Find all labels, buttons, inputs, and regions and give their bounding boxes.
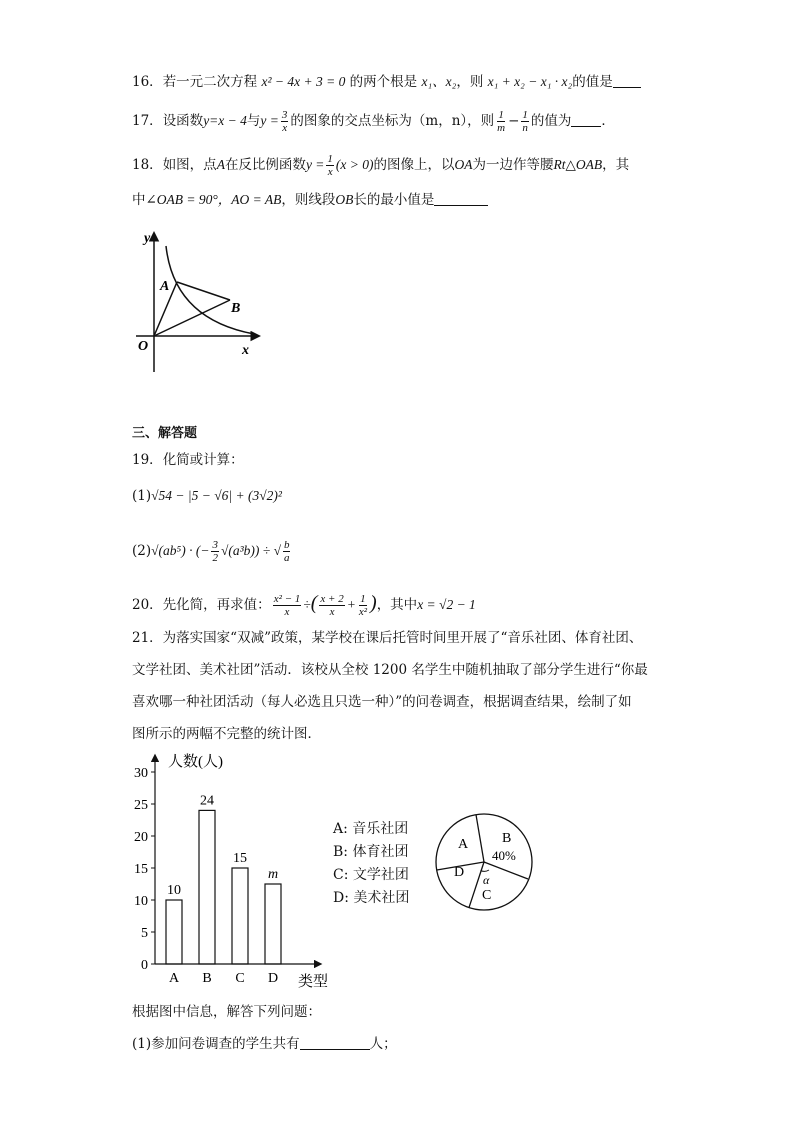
q17-function-1: y=x − 4 — [203, 113, 247, 128]
pie-divider-bc — [484, 862, 528, 879]
question-19-part-1 — [132, 486, 282, 506]
paren-close: ) — [370, 592, 377, 614]
pie-label-c: C — [482, 888, 492, 903]
y-tick-label: 10 — [134, 894, 148, 909]
q16-equation: x² − 4x + 3 = 0 — [261, 74, 346, 89]
data-label: 10 — [167, 883, 181, 898]
q17-text: 设函数 — [162, 113, 204, 129]
q18-angle-condition: ∠OAB = 90°，AO = AB — [145, 192, 282, 207]
question-number: 19． — [132, 452, 163, 468]
q18-triangle: Rt△OAB — [553, 157, 603, 172]
plus-sign: + — [346, 597, 356, 612]
question-20 — [132, 588, 476, 620]
pie-label-d: D — [454, 865, 465, 880]
question-21-sub-1 — [132, 1034, 397, 1054]
data-label: m — [267, 867, 279, 882]
fraction-numerator: 3 — [281, 109, 288, 121]
pie-chart — [432, 810, 536, 914]
q18-segment-ob: OB — [335, 192, 354, 207]
point-a-label: A — [160, 279, 170, 294]
fraction-denominator: 2 — [212, 552, 218, 564]
divide-sign: ÷ — [303, 597, 311, 612]
q17-text-b: 与 — [246, 113, 261, 129]
chart-legend — [333, 818, 409, 910]
q18-point-a: A — [216, 157, 225, 172]
fraction-numerator: 1 — [360, 593, 366, 605]
pie-label-a: A — [458, 837, 469, 852]
q18-function-lhs: y = — [305, 157, 325, 172]
q20-fraction-3 — [358, 593, 368, 618]
q20-text: 先化简，再求值： — [162, 597, 271, 613]
bar-d — [265, 884, 281, 964]
paren-open: ( — [310, 592, 318, 614]
question-17 — [132, 106, 615, 136]
q18-function-condition: (x > 0) — [335, 157, 374, 172]
q18-text-e: ，其 — [602, 157, 630, 173]
y-tick-label: 5 — [141, 926, 148, 941]
data-label: 24 — [200, 793, 214, 809]
q17-function-2-lhs: y = — [260, 113, 279, 128]
q16-text-b: 的两个根是 — [349, 74, 418, 90]
q19-p2-expression-a: √(ab⁵) · — [151, 543, 196, 558]
section-title: 三、解答题 — [132, 426, 198, 441]
y-tick-label: 25 — [134, 798, 148, 813]
q17-fraction-1m — [496, 109, 506, 134]
pie-label-alpha: α — [483, 873, 490, 887]
part-label: (1) — [132, 488, 152, 504]
q18-text-b: 在反比例函数 — [224, 157, 306, 173]
q16-text-c: ，则 — [456, 74, 484, 90]
y-tick-label: 20 — [134, 830, 148, 845]
x-tick-label: B — [202, 971, 212, 986]
x-axis-label: 类型 — [298, 974, 329, 990]
minus-sign: − — [508, 113, 520, 129]
q17-text-d: 的值为 — [530, 113, 572, 129]
question-21-line-4: 图所示的两幅不完整的统计图． — [132, 726, 321, 742]
fraction-numerator: x² − 1 — [273, 593, 301, 605]
bar-c — [232, 868, 248, 964]
fraction-numerator: b — [283, 539, 290, 551]
fraction-denominator: a — [283, 552, 290, 564]
bar-a — [166, 900, 182, 964]
q19-p2-fraction — [211, 539, 219, 564]
q18-segment-oa: OA — [454, 157, 473, 172]
x-tick-label: D — [267, 971, 279, 986]
part-label: (2) — [132, 543, 152, 559]
question-18 — [132, 150, 629, 180]
y-tick-label: 0 — [141, 958, 148, 973]
q17-function-2-fraction — [281, 109, 289, 134]
fraction-denominator: x — [284, 606, 290, 618]
q18-line2-text-c: 长的最小值是 — [353, 192, 435, 208]
q19-p2-expression-b: √(a³b)) — [220, 543, 260, 558]
answer-blank[interactable] — [571, 112, 601, 127]
question-19 — [132, 450, 244, 470]
q16-text-d: 的值是 — [572, 74, 613, 90]
q18-text: 如图，点 — [162, 157, 217, 173]
q20-condition: x = √2 − 1 — [417, 597, 476, 612]
q19-p2-divide-sqrt: ÷ √ — [259, 543, 281, 558]
q19-p2-sqrt-fraction — [283, 539, 291, 564]
q18-function-fraction — [326, 153, 334, 178]
hyperbola-curve — [166, 246, 254, 334]
x-tick-label: C — [235, 971, 245, 986]
axis-label-y: y — [144, 231, 151, 246]
fraction-denominator: n — [522, 122, 528, 134]
fraction-numerator: 1 — [498, 109, 504, 121]
q16-text: 若一元二次方程 — [162, 74, 258, 90]
q18-line2-text: 中 — [132, 192, 146, 208]
q19-text: 化简或计算： — [162, 452, 244, 468]
sub1-text: (1)参加问卷调查的学生共有 — [132, 1036, 300, 1052]
x-tick-label: A — [168, 971, 180, 986]
fraction-denominator: x — [327, 166, 333, 178]
y-axis-label: 人数(人) — [168, 754, 223, 770]
q17-end: ． — [601, 113, 615, 129]
answer-blank[interactable] — [613, 73, 641, 88]
legend-item-b: B: 体育社团 — [333, 844, 409, 860]
question-21-line-2: 文学社团、美术社团”活动．该校从全校 1200 名学生中随机抽取了部分学生进行“你最 — [132, 662, 648, 678]
q20-fraction-1 — [273, 593, 302, 618]
q18-text-d: 为一边作等腰 — [472, 157, 554, 173]
fraction-denominator: x² — [358, 606, 368, 618]
fraction-denominator: x — [329, 606, 335, 618]
q19-p1-expression-b: (3√2)² — [247, 488, 282, 503]
q19-p2-paren: (− — [195, 543, 210, 558]
answer-blank[interactable] — [300, 1035, 370, 1050]
q19-p1-expression-a: √54 − |5 − √6| + — [151, 488, 248, 503]
bar-b — [199, 810, 215, 964]
q16-roots: x₁、x₂ — [421, 74, 457, 89]
bar-chart — [120, 750, 340, 995]
question-number: 17． — [132, 113, 163, 129]
q20-fraction-2 — [319, 593, 344, 618]
question-21-line-3: 喜欢哪一种社团活动（每人必选且只选一种）”的问卷调查，根据调查结果，绘制了如 — [132, 694, 632, 710]
fraction-numerator: 3 — [212, 539, 218, 551]
question-number: 20． — [132, 597, 163, 613]
question-18-line-2 — [132, 190, 488, 210]
question-number: 16． — [132, 74, 163, 90]
q17-fraction-1n — [521, 109, 529, 134]
q17-text-c: 的图象的交点坐标为（m，n），则 — [290, 113, 495, 129]
q18-text-c: 的图像上，以 — [373, 157, 455, 173]
pie-divider-ab — [476, 815, 484, 862]
fraction-numerator: 1 — [327, 153, 333, 165]
legend-item-d: D: 美术社团 — [333, 890, 410, 906]
origin-label: O — [138, 339, 149, 354]
y-tick-label: 15 — [134, 862, 148, 877]
legend-item-c: C: 文学社团 — [333, 867, 409, 883]
q20-text-b: ，其中 — [376, 597, 418, 613]
question-16 — [132, 72, 641, 92]
q16-expression: x₁ + x₂ − x₁ · x₂ — [487, 74, 573, 89]
q18-graph — [130, 224, 265, 376]
data-label: 15 — [233, 851, 247, 866]
fraction-denominator: x — [282, 122, 288, 134]
fraction-denominator: m — [497, 122, 506, 134]
sub1-text-end: 人； — [369, 1036, 397, 1052]
pie-label-b-percent: 40% — [492, 848, 516, 863]
axis-label-x: x — [242, 343, 249, 358]
question-number: 18． — [132, 157, 163, 173]
point-b-label: B — [231, 301, 241, 316]
q18-line2-text-b: ，则线段 — [281, 192, 336, 208]
y-tick-label: 30 — [134, 766, 148, 781]
question-21-line-1: 21．为落实国家“双减”政策，某学校在课后托管时间里开展了“音乐社团、体育社团、 — [132, 630, 643, 646]
question-19-part-2 — [132, 534, 292, 568]
fraction-numerator: x + 2 — [320, 593, 344, 605]
pie-label-b: B — [502, 831, 512, 846]
instruction-text: 根据图中信息，解答下列问题： — [132, 1004, 321, 1020]
fraction-numerator: 1 — [522, 109, 528, 121]
legend-item-a: A: 音乐社团 — [333, 821, 409, 837]
answer-blank[interactable] — [434, 191, 488, 206]
